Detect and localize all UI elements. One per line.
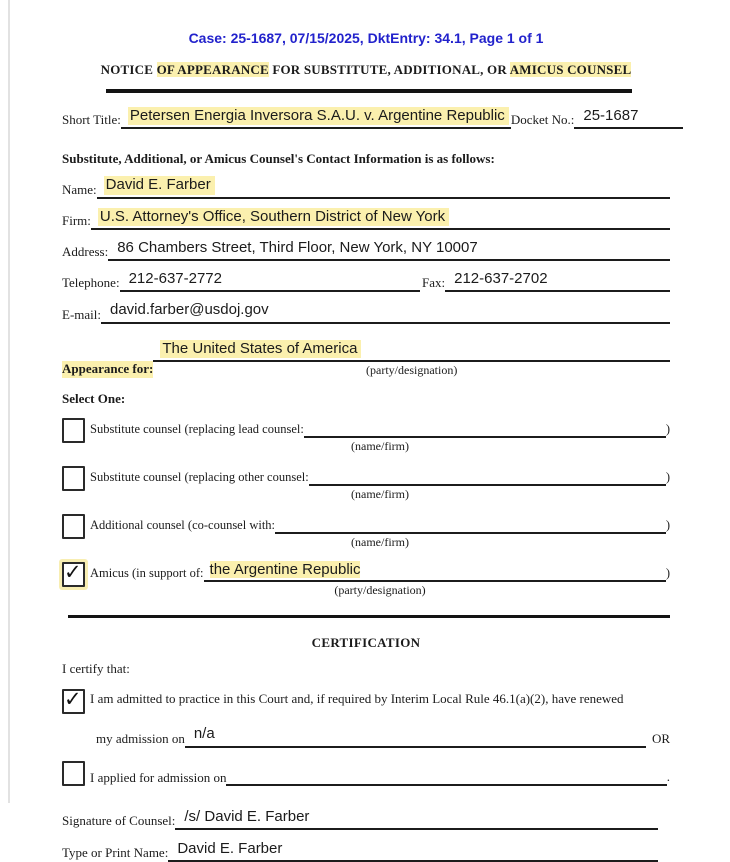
telephone-label: Telephone:	[62, 275, 120, 291]
signature-row	[62, 808, 658, 830]
address-value: 86 Chambers Street, Third Floor, New York, NY 10007	[117, 238, 478, 256]
substitute-other-field[interactable]	[309, 466, 666, 486]
amicus-label: Amicus (in support of:	[90, 566, 204, 581]
firm-value: U.S. Attorney's Office, Southern District of New York	[98, 208, 449, 226]
additional-counsel-checkbox[interactable]	[62, 514, 85, 539]
email-value: david.farber@usdoj.gov	[110, 301, 269, 319]
admitted-row	[62, 689, 670, 714]
print-name-value: David E. Farber	[177, 839, 283, 857]
name-label: Name:	[62, 181, 97, 197]
option-substitute-other	[62, 466, 670, 502]
option-additional-counsel	[62, 514, 670, 550]
firm-field[interactable]	[91, 208, 670, 230]
appearance-for-field[interactable]	[153, 340, 670, 362]
telephone-field[interactable]	[120, 270, 420, 292]
amicus-value: the Argentine Republic	[209, 560, 361, 578]
fax-value: 212-637-2702	[454, 270, 548, 287]
checkmark-icon: ✓	[64, 559, 82, 584]
substitute-lead-label: Substitute counsel (replacing lead counsel:	[90, 421, 304, 436]
address-field[interactable]	[108, 239, 670, 261]
firm-row	[62, 208, 670, 230]
option-substitute-lead	[62, 418, 670, 454]
appearance-for-row	[62, 340, 670, 378]
signature-label: Signature of Counsel:	[62, 812, 176, 828]
admission-date-value: n/a	[193, 725, 215, 743]
signature-value: /s/ David E. Farber	[184, 807, 310, 825]
checkmark-icon: ✓	[64, 687, 82, 712]
or-label: OR	[651, 730, 670, 746]
close-paren: )	[665, 517, 670, 532]
amicus-field[interactable]	[204, 562, 666, 583]
fax-label: Fax:	[422, 275, 446, 291]
contact-info-heading: Substitute, Additional, or Amicus Counsel's Contact Information is as follows:	[62, 151, 495, 167]
admission-date-row	[96, 725, 670, 747]
substitute-other-label: Substitute counsel (replacing other counsel:	[90, 469, 309, 484]
close-paren: )	[665, 566, 670, 581]
form-title	[62, 62, 670, 78]
short-title-label: Short Title:	[62, 112, 121, 128]
admission-date-label: my admission on	[96, 730, 185, 746]
title-highlight-amicus: AMICUS COUNSEL	[509, 62, 632, 77]
additional-counsel-field[interactable]	[275, 514, 666, 534]
certification-divider-bar	[68, 615, 670, 618]
close-paren: )	[665, 469, 670, 484]
admission-date-field[interactable]	[185, 725, 646, 747]
short-title-row	[62, 107, 670, 129]
address-label: Address:	[62, 244, 109, 259]
docket-field[interactable]	[574, 107, 683, 129]
address-row	[62, 239, 670, 261]
page-left-edge	[8, 0, 10, 803]
certify-intro: I certify that:	[62, 661, 130, 677]
title-highlight-appearance: OF APPEARANCE	[156, 62, 269, 77]
applied-checkbox[interactable]	[62, 761, 85, 786]
additional-counsel-label: Additional counsel (co-counsel with:	[90, 517, 276, 532]
applied-row	[62, 761, 670, 786]
email-label: E-mail:	[62, 306, 101, 322]
telephone-value: 212-637-2772	[128, 270, 222, 287]
name-value: David E. Farber	[104, 176, 215, 194]
email-row	[62, 301, 670, 323]
name-firm-hint: (name/firm)	[351, 438, 409, 453]
print-name-field[interactable]	[168, 840, 658, 862]
print-name-label: Type or Print Name:	[62, 845, 169, 860]
docket-label: Docket No.:	[510, 112, 575, 128]
applied-label: I applied for admission on	[90, 769, 227, 785]
admitted-text: I am admitted to practice in this Court and, if required by Interim Local Rule 46.1(a)(2), have renewed	[90, 691, 624, 707]
signature-field[interactable]	[175, 808, 658, 830]
option-amicus	[62, 559, 670, 599]
amicus-checkbox[interactable]	[62, 559, 85, 587]
docket-value: 25-1687	[583, 107, 639, 124]
name-row	[62, 176, 670, 198]
name-field[interactable]	[97, 176, 670, 198]
appearance-for-value: The United States of America	[160, 340, 361, 358]
substitute-other-checkbox[interactable]	[62, 466, 85, 491]
appearance-for-label: Appearance for:	[62, 360, 154, 376]
email-field[interactable]	[101, 301, 670, 323]
title-part: FOR SUBSTITUTE, ADDITIONAL, OR	[268, 62, 510, 77]
substitute-lead-checkbox[interactable]	[62, 418, 85, 443]
select-one-heading: Select One:	[62, 390, 126, 406]
sentence-period: .	[666, 768, 670, 784]
short-title-field[interactable]	[121, 107, 511, 129]
certification-heading: CERTIFICATION	[311, 635, 421, 651]
party-designation-hint: (party/designation)	[366, 362, 458, 377]
telephone-fax-row	[62, 270, 670, 292]
name-firm-hint: (name/firm)	[351, 534, 409, 549]
admitted-checkbox[interactable]	[62, 689, 85, 714]
fax-field[interactable]	[445, 270, 670, 292]
firm-label: Firm:	[62, 212, 91, 228]
title-part: NOTICE	[100, 62, 157, 77]
short-title-value: Petersen Energia Inversora S.A.U. v. Argentine Republic	[128, 107, 509, 125]
applied-date-field[interactable]	[226, 766, 666, 786]
print-name-row	[62, 840, 658, 862]
substitute-lead-field[interactable]	[304, 418, 666, 438]
title-divider-bar	[106, 89, 632, 93]
case-header: Case: 25-1687, 07/15/2025, DktEntry: 34.1, Page 1 of 1	[188, 30, 544, 46]
party-designation-hint: (party/designation)	[334, 583, 426, 598]
close-paren: )	[665, 421, 670, 436]
name-firm-hint: (name/firm)	[351, 486, 409, 501]
